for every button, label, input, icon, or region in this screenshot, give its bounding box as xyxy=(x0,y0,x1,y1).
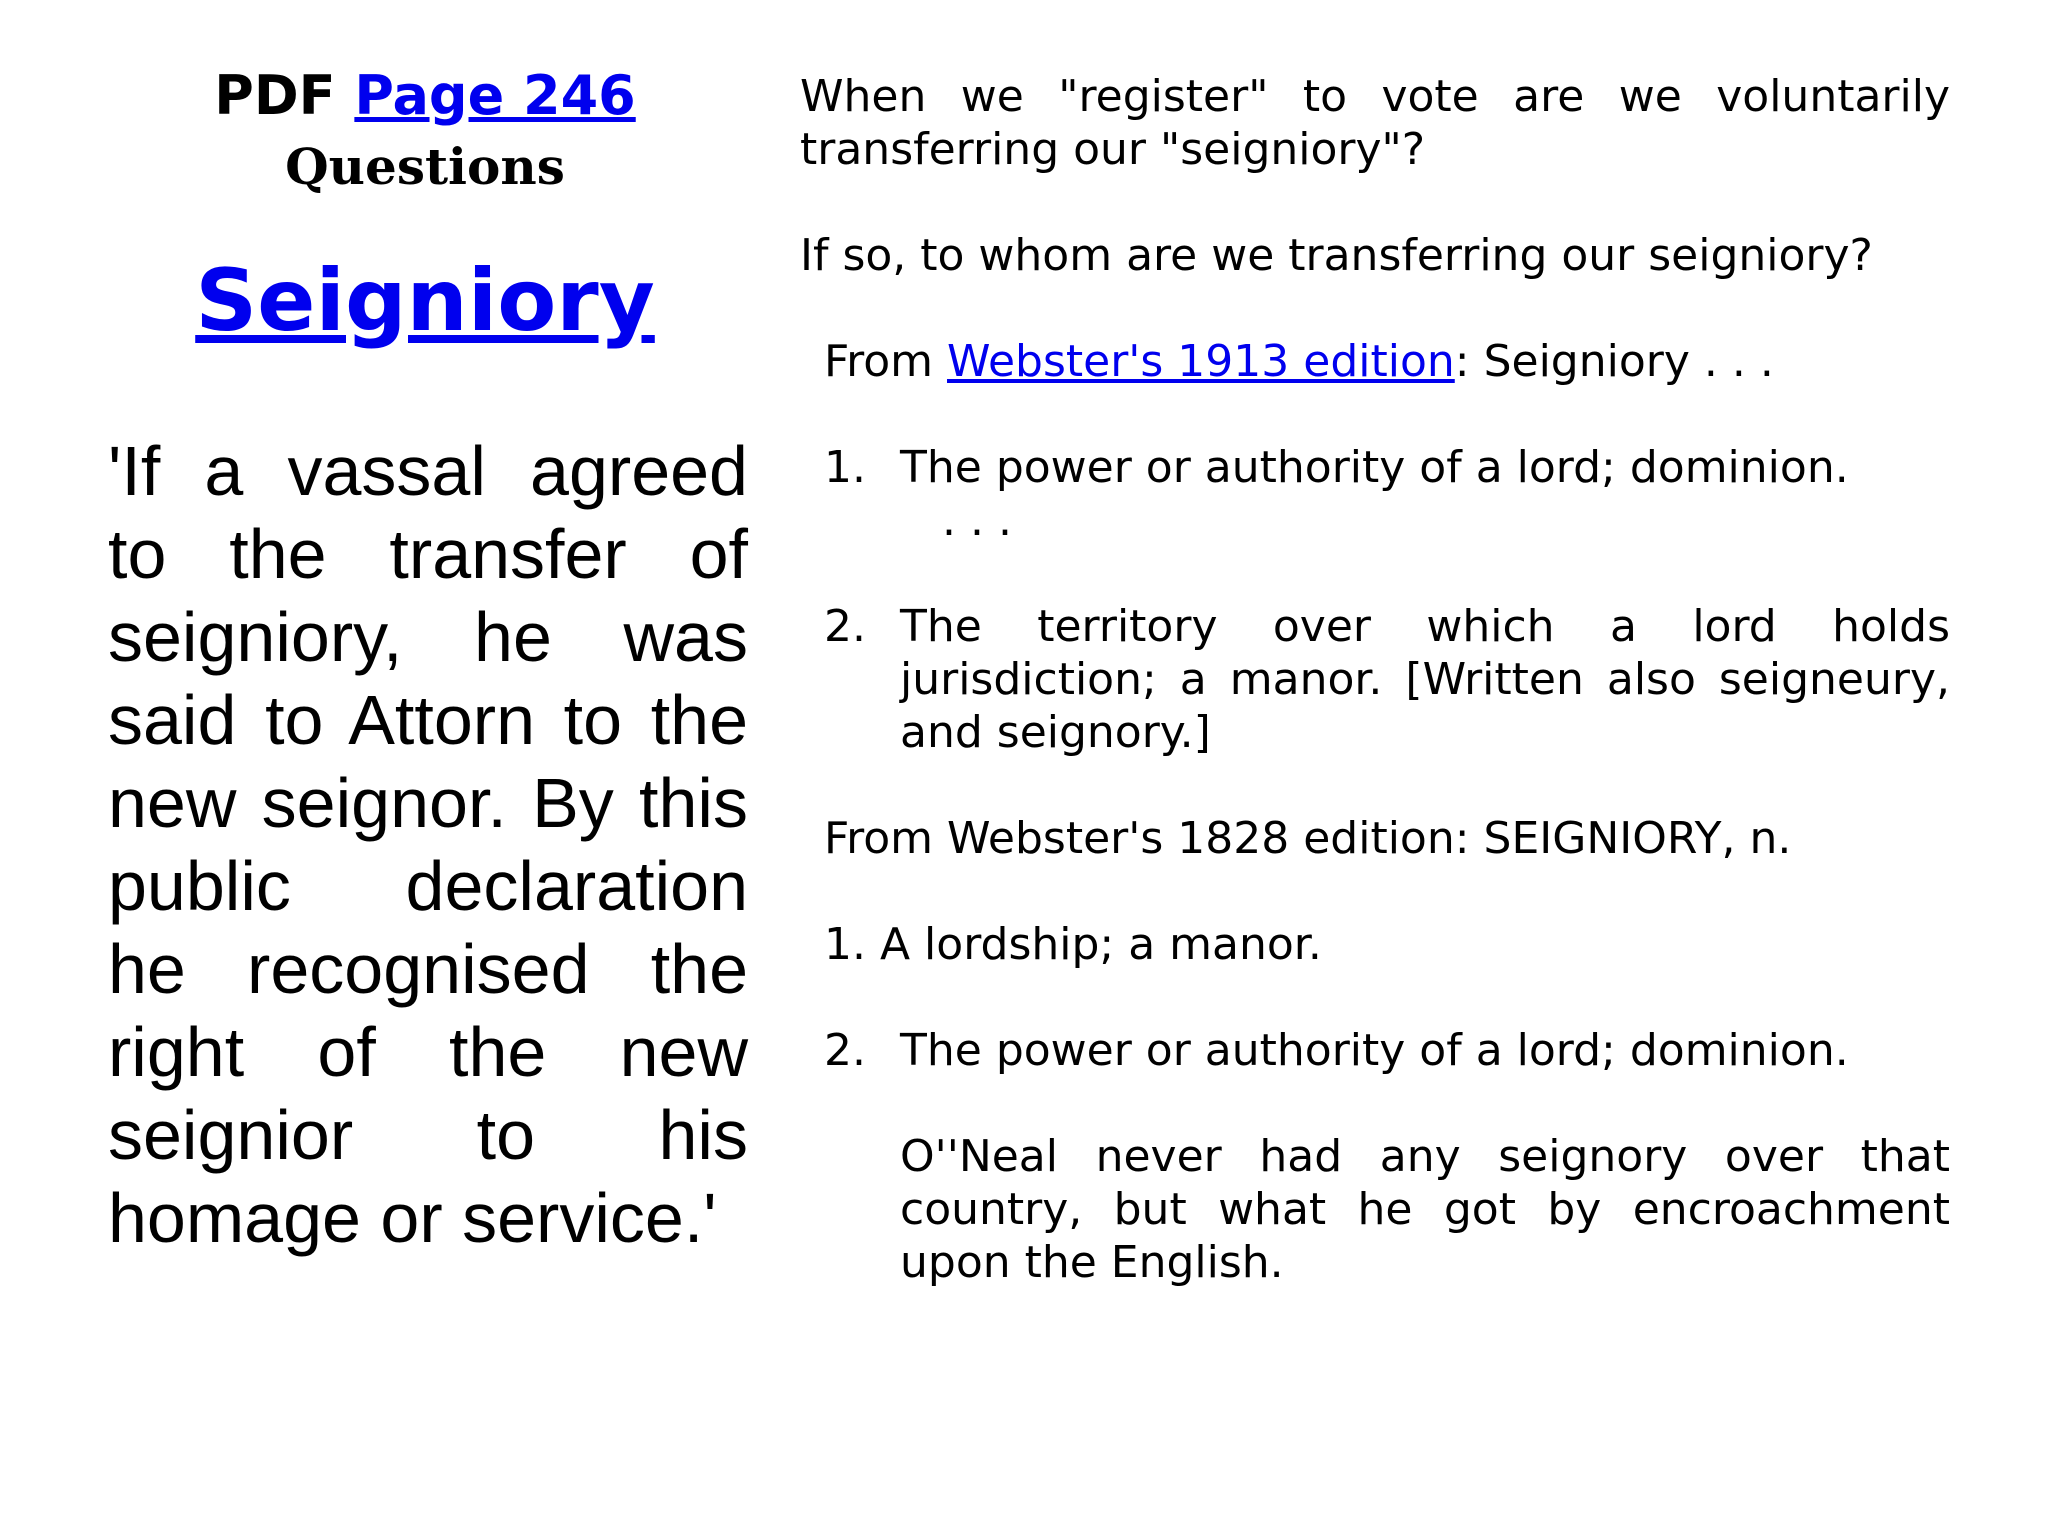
questions-subtitle: Questions xyxy=(285,137,565,196)
webster-1828-def-2 xyxy=(824,1024,1950,1077)
def-number: 2. xyxy=(824,601,866,652)
webster-1828-example: O''Neal never had any seignory over that country, but what he got by encroachment upon the English. xyxy=(900,1131,1950,1288)
vassal-quote: 'If a vassal agreed to the transfer of seigniory, he was said to Attorn to the new seignor. By this public declaration he recognised the right of the new seignior to his homage or service.' xyxy=(108,432,748,1257)
webster-1913-intro xyxy=(824,335,1950,388)
webster-1913-def-2 xyxy=(824,600,1950,759)
definitions xyxy=(824,335,1950,1289)
webster-1913-def-1 xyxy=(824,441,1950,494)
left-column xyxy=(100,60,750,356)
def-text: The territory over which a lord holds jurisdiction; a manor. [Written also seigneury, and seignory.] xyxy=(900,601,1950,758)
webster-1913-suffix: : Seigniory . . . xyxy=(1454,336,1774,387)
def-number: 2. xyxy=(824,1025,866,1076)
def-number: 1. xyxy=(824,442,866,493)
pdf-label: PDF xyxy=(214,64,336,127)
webster-1828-def-1: 1. A lordship; a manor. xyxy=(824,919,1322,970)
webster-1828-intro: From Webster's 1828 edition: SEIGNIORY, n. xyxy=(824,813,1792,864)
webster-1913-ellipsis: . . . xyxy=(942,495,1012,546)
webster-1913-link[interactable]: Webster's 1913 edition xyxy=(947,336,1455,387)
def-text: The power or authority of a lord; dominion. xyxy=(900,442,1849,493)
pdf-page-title xyxy=(100,60,750,132)
seigniory-link[interactable]: Seigniory xyxy=(195,251,655,351)
question-register-vote: When we "register" to vote are we voluntarily transferring our "seigniory"? xyxy=(800,71,1950,175)
seigniory-heading xyxy=(100,246,750,356)
webster-1913-prefix: From xyxy=(824,336,934,387)
right-column xyxy=(800,70,1950,1289)
def-text: The power or authority of a lord; dominion. xyxy=(900,1025,1849,1076)
page-link[interactable]: Page 246 xyxy=(354,64,636,127)
question-to-whom: If so, to whom are we transferring our seigniory? xyxy=(800,230,1873,281)
